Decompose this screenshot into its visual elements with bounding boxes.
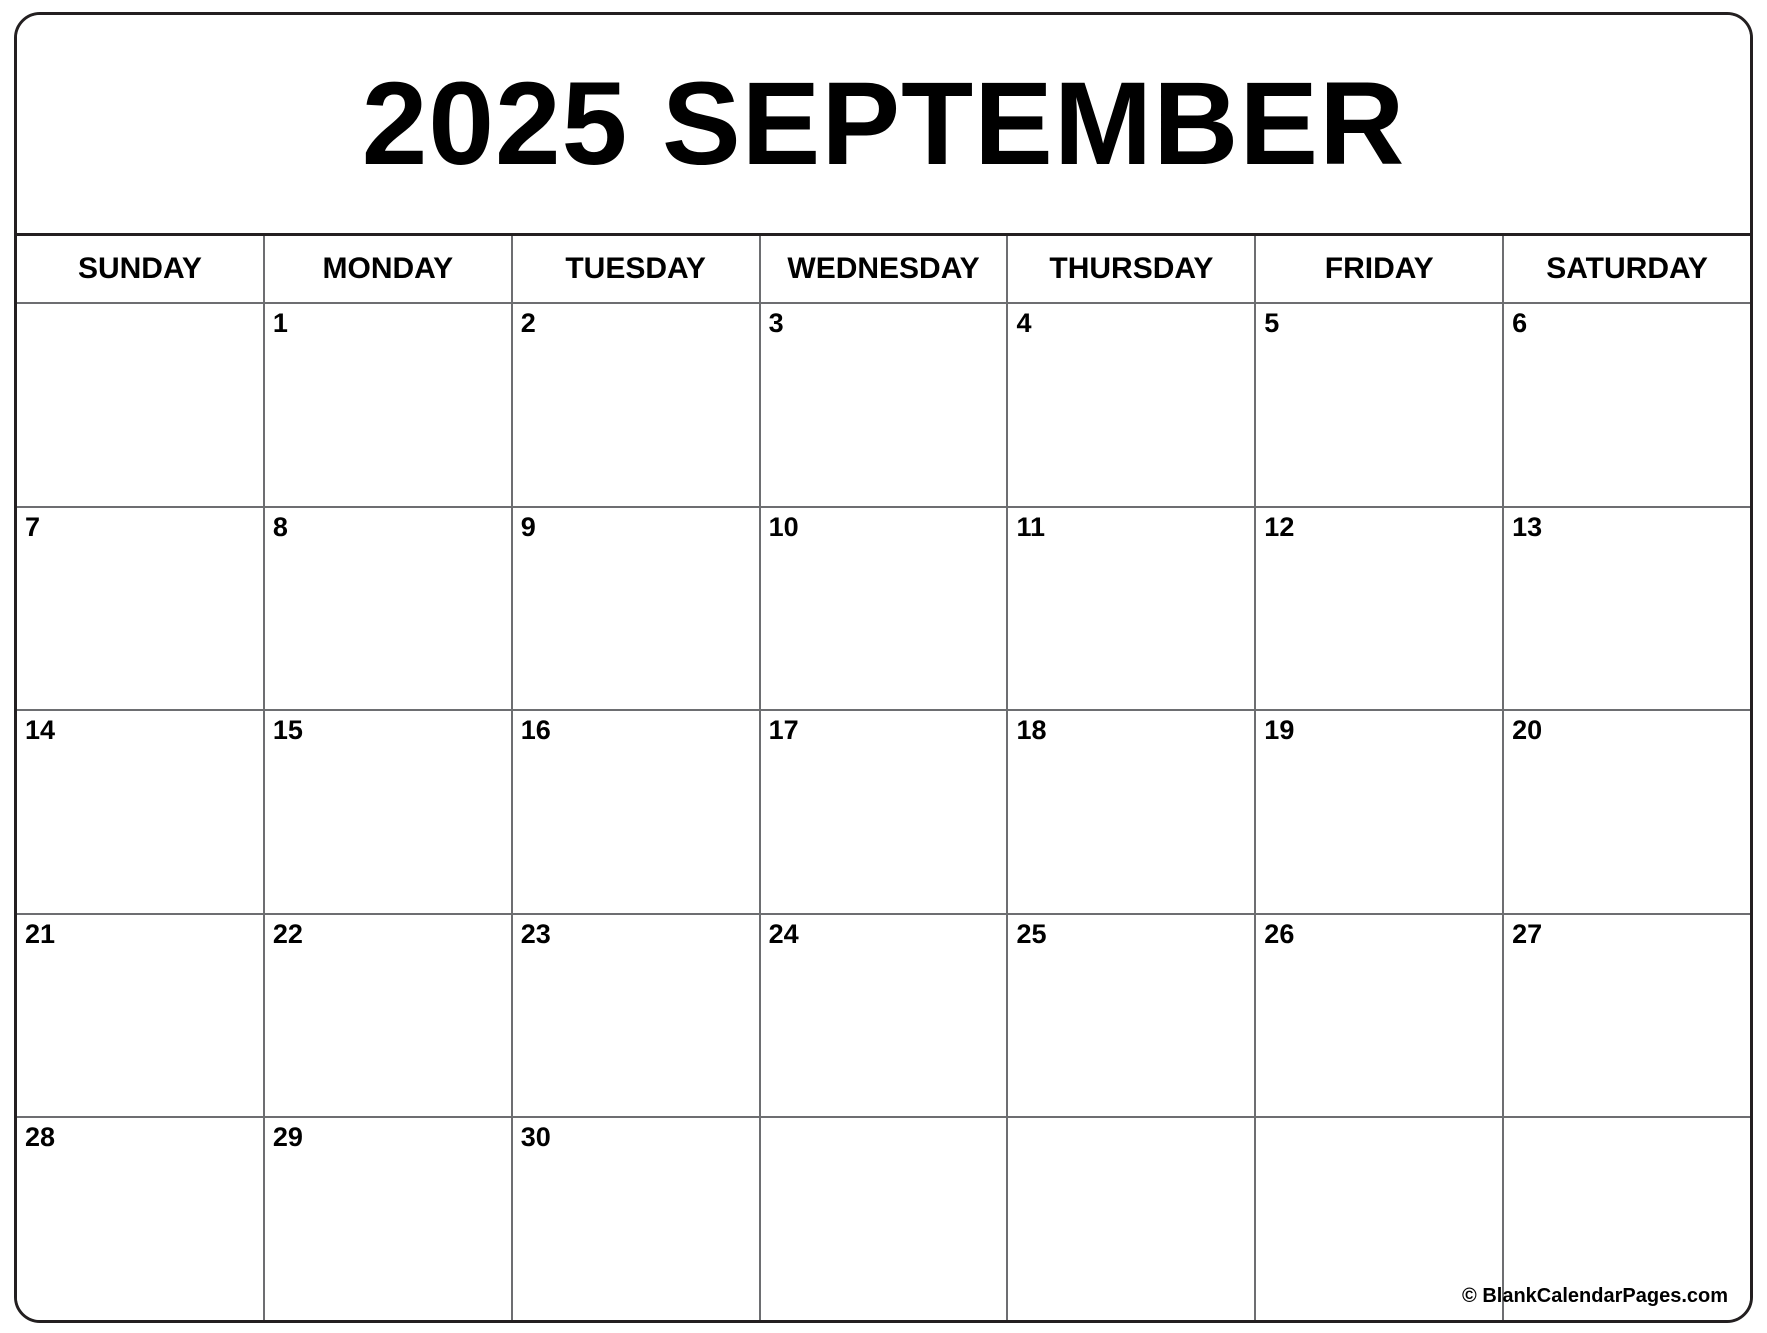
day-cell[interactable]: [1008, 508, 1256, 710]
page-title: 2025 SEPTEMBER: [361, 58, 1406, 190]
day-number: 24: [768, 918, 799, 949]
day-number: 11: [1016, 511, 1045, 542]
calendar-week-row: [17, 508, 1750, 712]
day-number: 26: [1264, 918, 1295, 949]
weekday-header-row: [17, 236, 1750, 304]
weekday-header-sunday: SUNDAY: [17, 236, 265, 302]
day-cell[interactable]: [17, 915, 265, 1117]
calendar-frame: [14, 12, 1753, 1323]
day-cell[interactable]: [265, 304, 513, 506]
weekday-header-thursday: THURSDAY: [1008, 236, 1256, 302]
day-cell[interactable]: [761, 915, 1009, 1117]
day-number: 13: [1512, 511, 1543, 542]
day-cell[interactable]: [265, 1118, 513, 1320]
weekday-header-saturday: SATURDAY: [1546, 252, 1708, 285]
calendar-week-row: [17, 915, 1750, 1119]
calendar-week-row: [17, 711, 1750, 915]
day-number: 30: [520, 1122, 551, 1153]
day-cell[interactable]: [1008, 915, 1256, 1117]
day-number: 3: [768, 308, 784, 338]
day-number: 5: [1264, 308, 1280, 338]
day-cell[interactable]: [17, 1118, 265, 1320]
day-cell[interactable]: [761, 1118, 1009, 1320]
day-cell[interactable]: [761, 304, 1009, 506]
day-cell[interactable]: [1256, 915, 1504, 1117]
day-number: 14: [25, 715, 56, 746]
day-number: 2: [520, 308, 536, 338]
calendar-week-row: [17, 304, 1750, 508]
day-number: 7: [25, 511, 41, 542]
day-cell[interactable]: [761, 508, 1009, 710]
day-cell[interactable]: [1504, 711, 1750, 913]
day-cell[interactable]: [1504, 304, 1750, 506]
weekday-header-wednesday: WEDNESDAY: [761, 236, 1009, 302]
day-cell[interactable]: [1256, 711, 1504, 913]
footer-credit: © BlankCalendarPages.com: [1462, 1285, 1728, 1307]
weekday-header-monday: MONDAY: [265, 236, 513, 302]
day-cell[interactable]: [1504, 915, 1750, 1117]
day-cell[interactable]: [1008, 1118, 1256, 1320]
weekday-header-friday: FRIDAY: [1256, 236, 1504, 302]
day-number: 12: [1264, 511, 1295, 542]
day-number: 18: [1016, 715, 1047, 746]
day-cell[interactable]: [513, 508, 761, 710]
day-number: 15: [272, 715, 303, 746]
day-number: 22: [272, 918, 303, 949]
day-number: 25: [1016, 918, 1047, 949]
calendar-title-bar: [17, 15, 1750, 236]
day-cell[interactable]: [513, 915, 761, 1117]
day-number: 6: [1512, 308, 1528, 338]
day-number: 20: [1512, 715, 1543, 746]
day-cell[interactable]: [17, 304, 265, 506]
day-cell[interactable]: [265, 915, 513, 1117]
day-cell[interactable]: [513, 1118, 761, 1320]
day-number: 29: [272, 1122, 303, 1153]
weekday-header-tuesday: TUESDAY: [513, 236, 761, 302]
day-cell[interactable]: [17, 508, 265, 710]
day-number: 8: [272, 511, 288, 542]
day-number: 21: [25, 918, 56, 949]
day-cell[interactable]: [265, 711, 513, 913]
day-cell[interactable]: [265, 508, 513, 710]
day-cell[interactable]: [513, 711, 761, 913]
day-number: 16: [520, 715, 551, 746]
day-number: 17: [768, 715, 799, 746]
day-cell[interactable]: [17, 711, 265, 913]
day-number: 23: [520, 918, 551, 949]
day-number: 1: [272, 308, 288, 338]
day-cell[interactable]: [513, 304, 761, 506]
day-cell[interactable]: [1256, 304, 1504, 506]
day-cell[interactable]: [1008, 304, 1256, 506]
day-number: 28: [25, 1122, 56, 1153]
day-number: 4: [1016, 308, 1032, 338]
day-cell[interactable]: [1504, 508, 1750, 710]
day-number: 19: [1264, 715, 1295, 746]
day-number: 10: [768, 511, 799, 542]
day-cell[interactable]: [761, 711, 1009, 913]
day-cell[interactable]: [1256, 508, 1504, 710]
day-number: 9: [520, 511, 536, 542]
calendar-grid: [17, 236, 1750, 1320]
day-number: 27: [1512, 918, 1543, 949]
day-cell[interactable]: [1008, 711, 1256, 913]
